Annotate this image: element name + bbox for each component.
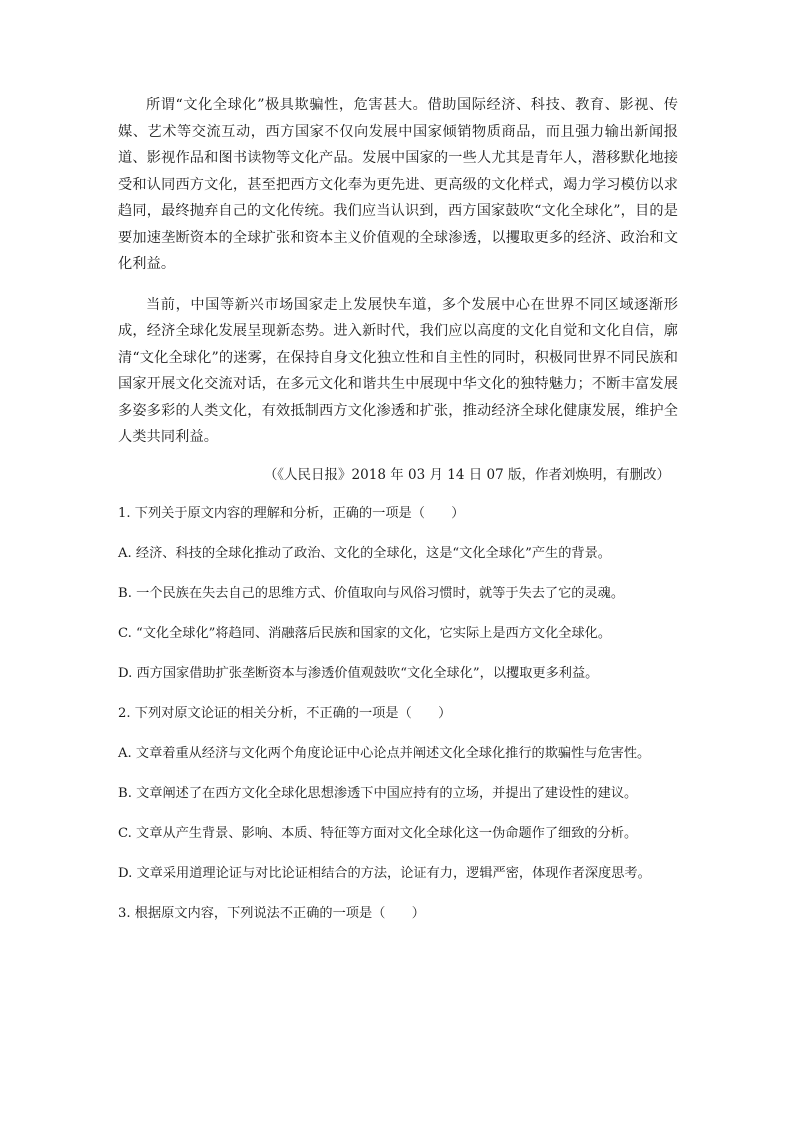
option-2b	[118, 782, 678, 806]
option-text: A. 文章着重从经济与文化两个角度论证中心论点并阐述文化全球化推行的欺骗性与危害性。	[118, 745, 651, 761]
option-text: A. 经济、科技的全球化推动了政治、文化的全球化，这是“文化全球化”产生的背景。	[118, 545, 611, 561]
document-page	[118, 92, 678, 926]
option-1a	[118, 542, 678, 566]
option-1d	[118, 662, 678, 686]
question-1	[118, 502, 678, 526]
question-stem: 2. 下列对原文论证的相关分析，不正确的一项是（ ）	[118, 705, 452, 721]
option-2c	[118, 822, 678, 846]
option-2d	[118, 862, 678, 886]
passage-paragraph-2: 当前，中国等新兴市场国家走上发展快车道，多个发展中心在世界不同区域逐渐形成，经济全球化发展呈现新态势。进入新时代，我们应以高度的文化自觉和文化自信，廓清“文化全球化”的迷雾，在保持自身文化独立性和自主性的同时，积极同世界不同民族和国家开展文化交流对话，在多元文化和谐共生中展现中华文化的独特魅力；不断丰富发展多姿多彩的人类文化，有效抵制西方文化渗透和扩张，推动经济全球化健康发展，维护全人类共同利益。	[118, 296, 678, 445]
option-2a	[118, 742, 678, 766]
option-text: D. 文章采用道理论证与对比论证相结合的方法，论证有力，逻辑严密，体现作者深度思考。	[118, 865, 651, 881]
option-text: C. 文章从产生背景、影响、本质、特征等方面对文化全球化这一伪命题作了细致的分析。	[118, 825, 638, 841]
option-text: D. 西方国家借助扩张垄断资本与渗透价值观鼓吹“文化全球化”，以攫取更多利益。	[118, 665, 599, 681]
passage-source: （《人民日报》2018 年 03 月 14 日 07 版，作者刘焕明，有删改）	[263, 466, 670, 483]
question-stem: 3. 根据原文内容，下列说法不正确的一项是（ ）	[118, 905, 425, 921]
option-text: B. 一个民族在失去自己的思维方式、价值取向与风俗习惯时，就等于失去了它的灵魂。	[118, 585, 625, 601]
question-2	[118, 702, 678, 726]
option-text: B. 文章阐述了在西方文化全球化思想渗透下中国应持有的立场，并提出了建设性的建议。	[118, 785, 638, 801]
question-3	[118, 902, 678, 926]
option-1b	[118, 582, 678, 606]
passage-paragraph-1: 所谓“文化全球化”极具欺骗性，危害甚大。借助国际经济、科技、教育、影视、传媒、艺术等交流互动，西方国家不仅向发展中国家倾销物质商品，而且强力输出新闻报道、影视作品和图书读物等文化产品。发展中国家的一些人尤其是青年人，潜移默化地接受和认同西方文化，甚至把西方文化奉为更先进、更高级的文化样式，竭力学习模仿以求趋同，最终抛弃自己的文化传统。我们应当认识到，西方国家鼓吹“文化全球化”，目的是要加速垄断资本的全球扩张和资本主义价值观的全球渗透，以攫取更多的经济、政治和文化利益。	[118, 97, 678, 272]
option-text: C. “文化全球化”将趋同、消融落后民族和国家的文化，它实际上是西方文化全球化。	[118, 625, 612, 641]
question-stem: 1. 下列关于原文内容的理解和分析，正确的一项是（ ）	[118, 505, 465, 521]
option-1c	[118, 622, 678, 646]
